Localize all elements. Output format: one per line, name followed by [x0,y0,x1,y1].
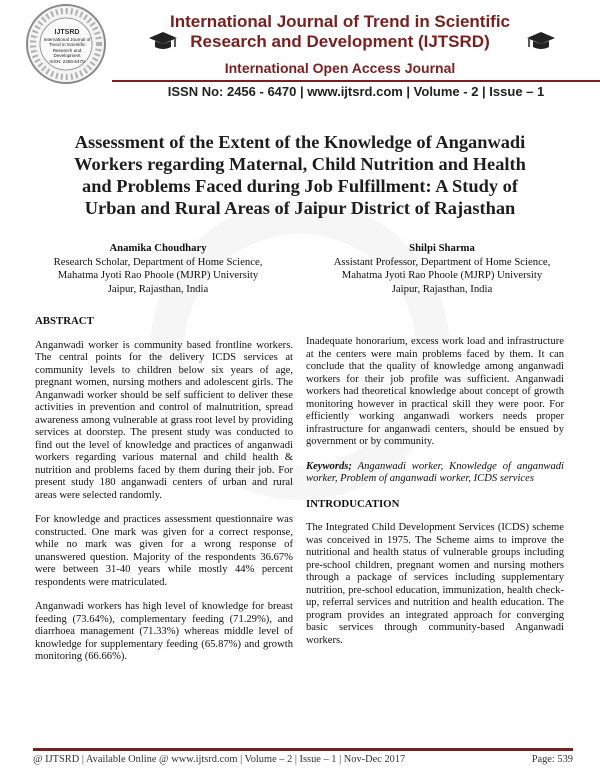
page-number: Page: 539 [531,754,573,765]
journal-title-line-2: Research and Development (IJTSRD) [190,32,490,51]
right-column [306,336,564,659]
abstract-heading: ABSTRACT [35,315,94,327]
title-line: Workers regarding Maternal, Child Nutrition and Health [74,154,526,174]
abstract-paragraph: Anganwadi workers has high level of knowledge for breast feeding (73.64%), complementary feeding (71.29%), and diarrhoea management (71.33%) whereas middle level of knowledge for supplementary feeding (65.87%) and growth monitoring (66.66%). [35,601,293,662]
keywords-text: Anganwadi worker, Knowledge of anganwadi worker, Problem of anganwadi worker, ICDS services [306,460,564,484]
introduction-paragraph: The Integrated Child Development Services (ICDS) scheme was conceived in 1975. The Scheme aims to improve the nutritional and health status of vulnerable groups including pre-school children, pregnant women and nursing mothers through a package of services including supplementary nutrition, pre-school education, immunization, health check-up, referral services and nutrition and health education. The program provides an integrated approach for converging basic services through community-based Anganwadi workers. [306,522,564,646]
page-footer [33,754,573,765]
author-affiliation: Jaipur, Rajasthan, India [107,282,209,295]
title-line: Assessment of the Extent of the Knowledge of Anganwadi [74,132,526,152]
author-affiliation: Jaipur, Rajasthan, India [391,282,493,295]
journal-title [150,12,530,52]
keywords-label: Keywords; [306,460,352,472]
author-name: Shilpi Sharma [409,242,475,254]
logo-issn: ISSN: 2456-6470 [49,58,85,64]
title-line: and Problems Faced during Job Fulfillment: A Study of [82,176,518,196]
abstract-paragraph: Inadequate honorarium, excess work load and infrastructure at the centers were main problems faced by them. It can conclude that the quality of knowledge among anganwadi workers for their job profile was sufficient. Anganwadi workers had theoretical knowledge about concept of growth monitoring however in practical skill they were poor. For efficiently working anganwadi workers needs proper infrastructure for anganwadi centers, should be ensued by government or by community. [306,336,564,447]
logo-name: IJTSRD [54,29,80,36]
footer-divider [33,748,573,751]
author-block [317,242,567,296]
footer-text: @ IJTSRD | Available Online @ www.ijtsrd.com | Volume – 2 | Issue – 1 | Nov-Dec 2017 [33,754,406,765]
abstract-paragraph: Anganwadi worker is community based frontline workers. The central points for the delivery ICDS services at community levels to children below six years of age, pregnant women, nursing mothers and adolescent girls. The Anganwadi worker should be self sufficient to deliver these activities in prevention and control of malnutrition, spread awareness among vulnerable at grass root level by providing services at doorstep. The present study was conducted to find out the level of knowledge and practices of anganwadi workers regarding various maternal and child health & nutrition and problems faced by them during their job. For present study 180 anganwadi centers of urban and rural areas were selected randomly. [35,339,293,501]
author-name: Anamika Choudhary [109,242,207,254]
logo-subtitle: International Journal of Trend in Scientific Research and Development [43,37,91,59]
author-affiliation: Assistant Professor, Department of Home Science, [333,255,551,268]
journal-header [0,0,600,99]
title-line: Urban and Rural Areas of Jaipur District of Rajasthan [84,198,516,218]
introduction-heading: INTRODUCATION [306,497,400,510]
paper-title [60,131,540,219]
header-divider [112,80,600,82]
author-affiliation: Research Scholar, Department of Home Science, [53,255,263,268]
graduation-cap-icon [526,30,556,52]
author-affiliation: Mahatma Jyoti Rao Phoole (MJRP) University [57,269,259,282]
author-affiliation: Mahatma Jyoti Rao Phoole (MJRP) University [341,269,543,282]
journal-logo [26,4,106,84]
issn-line: ISSN No: 2456 - 6470 | www.ijtsrd.com | Volume - 2 | Issue – 1 [167,84,545,99]
abstract-paragraph: For knowledge and practices assessment questionnaire was constructed. One mark was given for a correct response, while no mark was given for a wrong response of unanswered question. Majority of the respondents 36.67% were between 31-40 years while mostly 44% percent respondents were matriculated. [35,514,293,588]
logo-text [42,28,92,64]
author-block [33,242,283,296]
keywords [306,461,564,486]
left-column [35,315,293,676]
journal-title-line-1: International Journal of Trend in Scientific [169,12,511,31]
open-access-label: International Open Access Journal [224,60,456,76]
